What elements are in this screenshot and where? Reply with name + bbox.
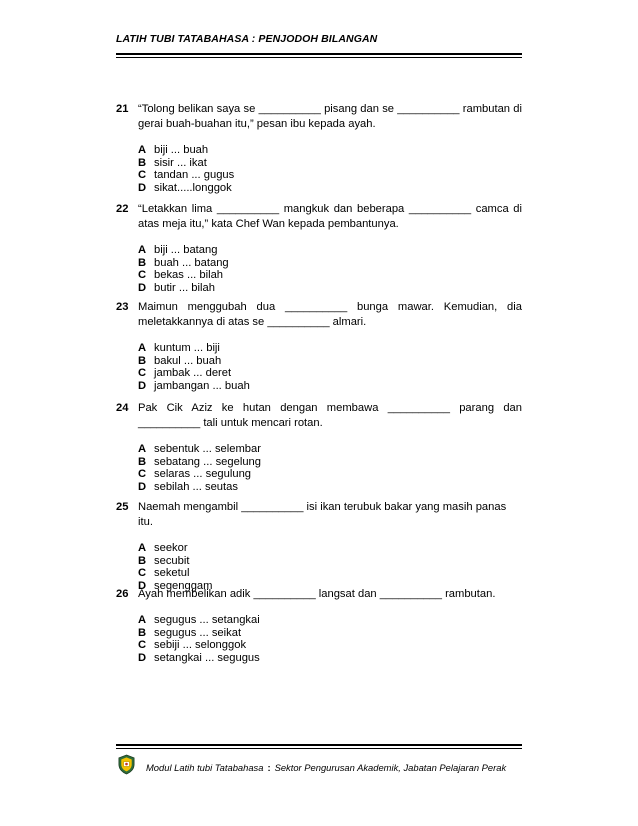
option-text: segugus ... seikat [154, 626, 242, 639]
option-c[interactable] [138, 639, 522, 652]
option-c[interactable] [138, 468, 522, 481]
option-letter: A [138, 244, 147, 256]
footer-separator: : [267, 762, 271, 773]
question-text: “Letakkan lima __________ mangkuk dan beberapa __________ camca di atas meja itu,” kata Chef Wan kepada pembantunya. [138, 203, 522, 230]
option-a[interactable] [138, 614, 522, 627]
option-text: sebentuk ... selembar [154, 443, 261, 455]
option-letter: A [138, 614, 147, 626]
option-text: biji ... buah [154, 144, 209, 156]
option-a[interactable] [138, 542, 522, 555]
option-text: setangkai ... segugus [154, 651, 260, 664]
footer-text [146, 762, 506, 773]
answer-options [138, 244, 522, 294]
option-letter: B [138, 626, 147, 639]
answer-options [138, 443, 522, 493]
option-a[interactable] [138, 144, 522, 157]
option-letter: A [138, 342, 147, 354]
option-text: segenggam [154, 579, 213, 592]
option-d[interactable] [138, 182, 522, 195]
option-letter: B [138, 554, 147, 567]
question-number: 24 [116, 402, 129, 414]
footer-rule-thick [116, 744, 522, 746]
option-d[interactable] [138, 282, 522, 295]
option-a[interactable] [138, 342, 522, 355]
option-text: selaras ... segulung [154, 468, 252, 480]
question-22 [116, 202, 522, 294]
option-letter: D [138, 579, 147, 592]
option-b[interactable] [138, 355, 522, 368]
option-letter: C [138, 567, 147, 579]
option-letter: D [138, 651, 147, 664]
option-text: sebiji ... selonggok [154, 639, 247, 651]
option-letter: A [138, 542, 147, 554]
option-letter: C [138, 468, 147, 480]
question-23 [116, 300, 522, 392]
option-letter: A [138, 144, 147, 156]
question-number: 26 [116, 588, 129, 600]
question-text: “Tolong belikan saya se __________ pisang dan se __________ rambutan di gerai buah-buahan itu,” pesan ibu kepada ayah. [138, 103, 522, 130]
option-letter: B [138, 354, 147, 367]
option-letter: D [138, 181, 147, 194]
option-letter: B [138, 256, 147, 269]
option-letter: D [138, 281, 147, 294]
option-d[interactable] [138, 380, 522, 393]
option-text: secubit [154, 554, 190, 567]
question-text: Maimun menggubah dua __________ bunga mawar. Kemudian, dia meletakkannya di atas se __________ almari. [138, 301, 522, 328]
option-c[interactable] [138, 169, 522, 182]
option-text: biji ... batang [154, 244, 218, 256]
option-text: butir ... bilah [154, 281, 215, 294]
option-letter: D [138, 480, 147, 493]
header-rule-thick [116, 53, 522, 55]
option-text: seekor [154, 542, 188, 554]
option-letter: C [138, 367, 147, 379]
question-number: 23 [116, 301, 129, 313]
question-text: Ayah membelikan adik __________ langsat dan __________ rambutan. [138, 588, 496, 600]
option-text: bakul ... buah [154, 354, 222, 367]
option-d[interactable] [138, 481, 522, 494]
option-letter: C [138, 269, 147, 281]
option-letter: A [138, 443, 147, 455]
option-letter: B [138, 455, 147, 468]
question-24 [116, 401, 522, 493]
question-21 [116, 102, 522, 194]
option-text: segugus ... setangkai [154, 614, 260, 626]
option-text: sebatang ... segelung [154, 455, 261, 468]
option-text: sebilah ... seutas [154, 480, 238, 493]
option-text: tandan ... gugus [154, 169, 235, 181]
question-text: Pak Cik Aziz ke hutan dengan membawa __________ parang dan __________ tali untuk mencari rotan. [138, 402, 522, 429]
footer-sector: Sektor Pengurusan Akademik, Jabatan Pelajaran Perak [274, 762, 507, 773]
answer-options [138, 542, 522, 592]
question-25 [116, 500, 522, 592]
answer-options [138, 144, 522, 194]
footer-rule-thin [116, 748, 522, 749]
option-letter: D [138, 379, 147, 392]
question-text: Naemah mengambil __________ isi ikan terubuk bakar yang masih panas itu. [138, 501, 507, 528]
option-b[interactable] [138, 157, 522, 170]
option-text: sikat.....longgok [154, 181, 232, 194]
option-letter: C [138, 639, 147, 651]
option-d[interactable] [138, 652, 522, 665]
option-a[interactable] [138, 443, 522, 456]
perak-crest-icon [117, 754, 136, 775]
option-text: kuntum ... biji [154, 342, 220, 354]
option-b[interactable] [138, 257, 522, 270]
option-b[interactable] [138, 627, 522, 640]
option-text: bekas ... bilah [154, 269, 224, 281]
option-c[interactable] [138, 567, 522, 580]
option-letter: C [138, 169, 147, 181]
option-c[interactable] [138, 269, 522, 282]
option-text: jambak ... deret [154, 367, 232, 379]
footer-module-name: Modul Latih tubi Tatabahasa [146, 762, 264, 773]
question-number: 21 [116, 103, 129, 115]
option-text: seketul [154, 567, 190, 579]
answer-options [138, 614, 522, 664]
option-text: jambangan ... buah [154, 379, 250, 392]
question-number: 25 [116, 501, 129, 513]
answer-options [138, 342, 522, 392]
option-b[interactable] [138, 456, 522, 469]
question-number: 22 [116, 203, 129, 215]
option-letter: B [138, 156, 147, 169]
question-26 [116, 587, 522, 664]
option-text: buah ... batang [154, 256, 229, 269]
option-a[interactable] [138, 244, 522, 257]
option-text: sisir ... ikat [154, 156, 207, 169]
header-rule-thin [116, 57, 522, 58]
page-header-title: LATIH TUBI TATABAHASA : PENJODOH BILANGAN [116, 33, 378, 45]
option-c[interactable] [138, 367, 522, 380]
option-b[interactable] [138, 555, 522, 568]
